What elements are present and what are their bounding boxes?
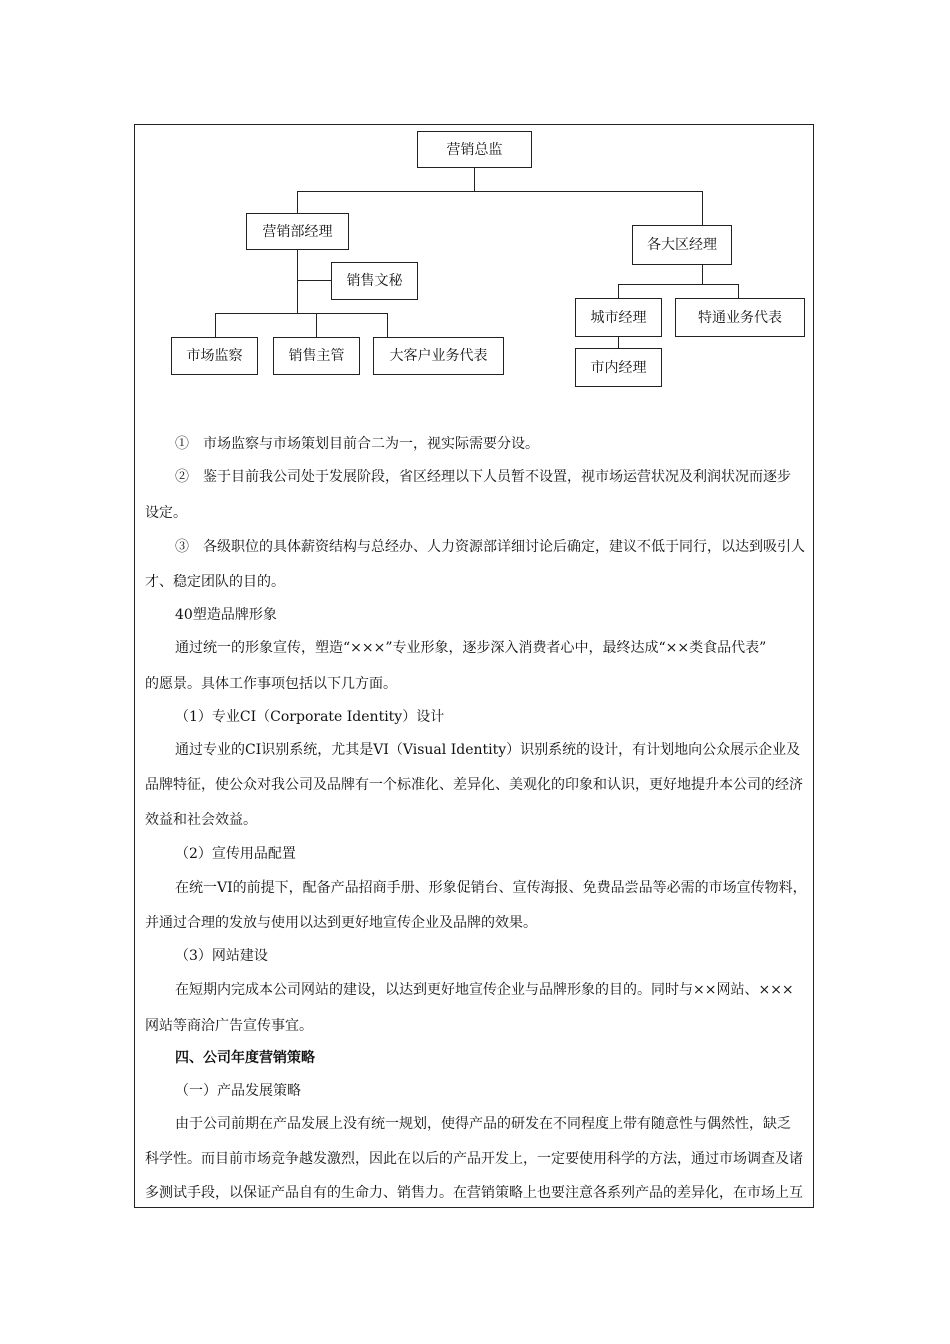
connector: [297, 191, 703, 192]
org-box-marketing-director: 营销总监: [417, 131, 532, 168]
connector: [297, 191, 298, 213]
org-box-sales-secretary: 销售文秘: [331, 262, 418, 300]
note-1: ① 市场监察与市场策划目前合二为一，视实际需要分设。: [175, 436, 539, 452]
connector: [618, 284, 739, 285]
note-2-cont: 设定。: [145, 505, 187, 521]
subsection-heading: （1）专业CI（Corporate Identity）设计: [175, 709, 445, 725]
paragraph-line: 在短期内完成本公司网站的建设，以达到更好地宣传企业与品牌形象的目的。同时与××网站、×××: [175, 982, 794, 998]
paragraph-line: 效益和社会效益。: [145, 812, 257, 828]
document-frame: [134, 124, 814, 1208]
chapter-heading: 四、公司年度营销策略: [175, 1050, 315, 1066]
paragraph-line: 的愿景。具体工作事项包括以下几方面。: [145, 676, 397, 692]
note-3-cont: 才、稳定团队的目的。: [145, 574, 285, 590]
org-box-marketing-manager: 营销部经理: [246, 213, 349, 250]
paragraph-line: 由于公司前期在产品发展上没有统一规划，使得产品的研发在不同程度上带有随意性与偶然性，缺乏: [175, 1116, 791, 1132]
org-box-market-supervision: 市场监察: [171, 337, 258, 375]
connector: [702, 191, 703, 225]
paragraph-line: 并通过合理的发放与使用以达到更好地宣传企业及品牌的效果。: [145, 915, 537, 931]
org-box-special-channel-rep: 特通业务代表: [675, 298, 805, 337]
connector: [618, 284, 619, 298]
paragraph-line: 通过专业的CI识别系统，尤其是VI（Visual Identity）识别系统的设计，有计划地向公众展示企业及: [175, 742, 801, 758]
org-box-key-account-rep: 大客户业务代表: [373, 337, 504, 375]
org-box-inner-city-manager: 市内经理: [575, 348, 662, 387]
connector: [215, 313, 216, 337]
paragraph-line: 科学性。而目前市场竞争越发激烈，因此在以后的产品开发上，一定要使用科学的方法，通过市场调查及诸: [145, 1151, 803, 1167]
connector: [387, 313, 388, 337]
subsection-heading: （一）产品发展策略: [175, 1083, 301, 1099]
subsection-heading: （3）网站建设: [175, 948, 268, 964]
connector: [215, 313, 388, 314]
subsection-heading: （2）宣传用品配置: [175, 846, 296, 862]
paragraph-line: 品牌特征，使公众对我公司及品牌有一个标准化、差异化、美观化的印象和认识，更好地提升本公司的经济: [145, 777, 803, 793]
connector: [618, 337, 619, 348]
connector: [474, 168, 475, 191]
note-2: ② 鉴于目前我公司处于发展阶段，省区经理以下人员暂不设置，视市场运营状况及利润状况而逐步: [175, 469, 791, 485]
connector: [297, 280, 331, 281]
note-3: ③ 各级职位的具体薪资结构与总经办、人力资源部详细讨论后确定，建议不低于同行，以达到吸引人: [175, 539, 805, 555]
connector: [738, 284, 739, 298]
paragraph-line: 网站等商洽广告宣传事宜。: [145, 1018, 313, 1034]
paragraph-line: 多测试手段，以保证产品自有的生命力、销售力。在营销策略上也要注意各系列产品的差异化，在市场上互: [145, 1185, 803, 1201]
paragraph-line: 在统一VI的前提下，配备产品招商手册、形象促销台、宣传海报、免费品尝品等必需的市场宣传物料，: [175, 880, 807, 896]
connector: [297, 250, 298, 313]
connector: [702, 265, 703, 284]
org-box-regional-manager: 各大区经理: [632, 225, 732, 265]
connector: [316, 313, 317, 337]
org-box-sales-supervisor: 销售主管: [273, 337, 360, 375]
section-heading: 40塑造品牌形象: [175, 607, 277, 623]
org-box-city-manager: 城市经理: [575, 298, 662, 337]
paragraph-line: 通过统一的形象宣传，塑造“×××”专业形象，逐步深入消费者心中，最终达成“××类食品代表”: [175, 640, 767, 656]
